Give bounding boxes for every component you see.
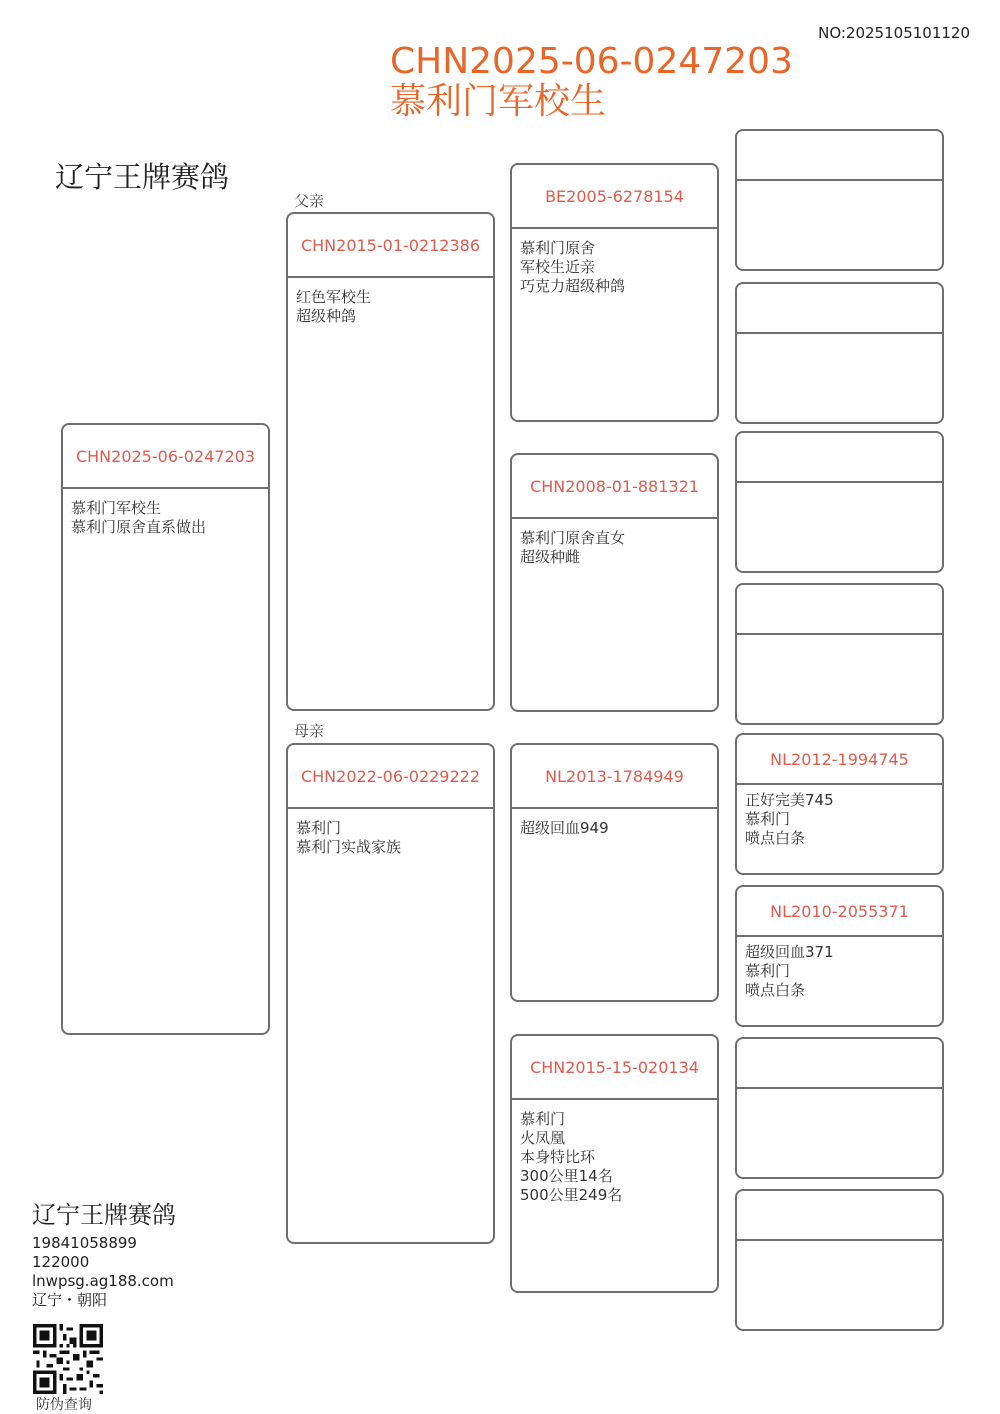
gen4-card-5 [735, 733, 944, 875]
subject-ring: CHN2025-06-0247203 [63, 425, 268, 489]
dam-sire-card [510, 743, 719, 1002]
page-title [390, 42, 793, 122]
sire-sire-line: 巧克力超级种鸽 [520, 277, 626, 295]
gen4-line: 喷点白条 [745, 829, 806, 847]
gen4-line: 喷点白条 [745, 981, 806, 999]
footer-loft-name: 辽宁王牌赛鸽 [32, 1201, 176, 1229]
dam-dam-line: 火凤凰 [520, 1129, 566, 1147]
document-number: NO:2025105101120 [818, 24, 970, 42]
gen4-card-3 [735, 431, 944, 573]
sire-dam-ring: CHN2008-01-881321 [512, 455, 717, 519]
gen4-card-8 [735, 1189, 944, 1331]
loft-name: 辽宁王牌赛鸽 [55, 160, 230, 194]
gen4-line: 慕利门 [745, 810, 791, 828]
gen4-ring [737, 1191, 942, 1241]
gen4-ring [737, 284, 942, 334]
sire-sire-ring: BE2005-6278154 [512, 165, 717, 229]
dam-line: 慕利门 [296, 819, 342, 837]
subject-line: 慕利门原舍直系做出 [71, 518, 207, 536]
dam-card [286, 743, 495, 1244]
subject-line: 慕利门军校生 [71, 499, 162, 517]
gen4-card-4 [735, 583, 944, 725]
sire-dam-line: 慕利门原舍直女 [520, 529, 626, 547]
gen4-line: 慕利门 [745, 962, 791, 980]
qr-label: 防伪查询 [36, 1397, 92, 1413]
gen4-card-6 [735, 885, 944, 1027]
footer-postcode: 122000 [32, 1253, 90, 1271]
gen4-ring [737, 131, 942, 181]
sire-sire-line: 慕利门原舍 [520, 239, 596, 257]
dam-dam-ring: CHN2015-15-020134 [512, 1036, 717, 1100]
gen4-ring: NL2012-1994745 [737, 735, 942, 785]
sire-ring: CHN2015-01-0212386 [288, 214, 493, 278]
dam-sire-ring: NL2013-1784949 [512, 745, 717, 809]
dam-label: 母亲 [294, 722, 325, 740]
dam-sire-line: 超级回血949 [520, 819, 609, 837]
dam-dam-line: 500公里249名 [520, 1186, 623, 1204]
subject-card [61, 423, 270, 1035]
gen4-ring [737, 433, 942, 483]
gen4-ring [737, 1039, 942, 1089]
sire-card [286, 212, 495, 711]
gen4-card-1 [735, 129, 944, 271]
gen4-ring: NL2010-2055371 [737, 887, 942, 937]
footer-location: 辽宁・朝阳 [32, 1291, 108, 1309]
qr-code-icon[interactable] [33, 1324, 103, 1394]
gen4-line: 超级回血371 [745, 943, 834, 961]
sire-label: 父亲 [294, 192, 325, 210]
footer-contact [32, 1195, 176, 1310]
gen4-card-2 [735, 282, 944, 424]
dam-dam-line: 本身特比环 [520, 1148, 596, 1166]
dam-dam-line: 300公里14名 [520, 1167, 613, 1185]
sire-sire-card [510, 163, 719, 422]
gen4-card-7 [735, 1037, 944, 1179]
dam-dam-card [510, 1034, 719, 1293]
footer-website[interactable]: lnwpsg.ag188.com [32, 1272, 174, 1290]
sire-line: 红色军校生 [296, 288, 372, 306]
dam-ring: CHN2022-06-0229222 [288, 745, 493, 809]
dam-dam-line: 慕利门 [520, 1110, 566, 1128]
sire-sire-line: 军校生近亲 [520, 258, 596, 276]
title-pigeon-name: 慕利门军校生 [390, 81, 607, 122]
dam-line: 慕利门实战家族 [296, 838, 402, 856]
gen4-ring [737, 585, 942, 635]
sire-dam-card [510, 453, 719, 712]
sire-line: 超级种鸽 [296, 307, 357, 325]
title-ring-number: CHN2025-06-0247203 [390, 41, 793, 82]
sire-dam-line: 超级种雌 [520, 548, 581, 566]
gen4-line: 正好完美745 [745, 791, 834, 809]
footer-phone: 19841058899 [32, 1234, 137, 1252]
